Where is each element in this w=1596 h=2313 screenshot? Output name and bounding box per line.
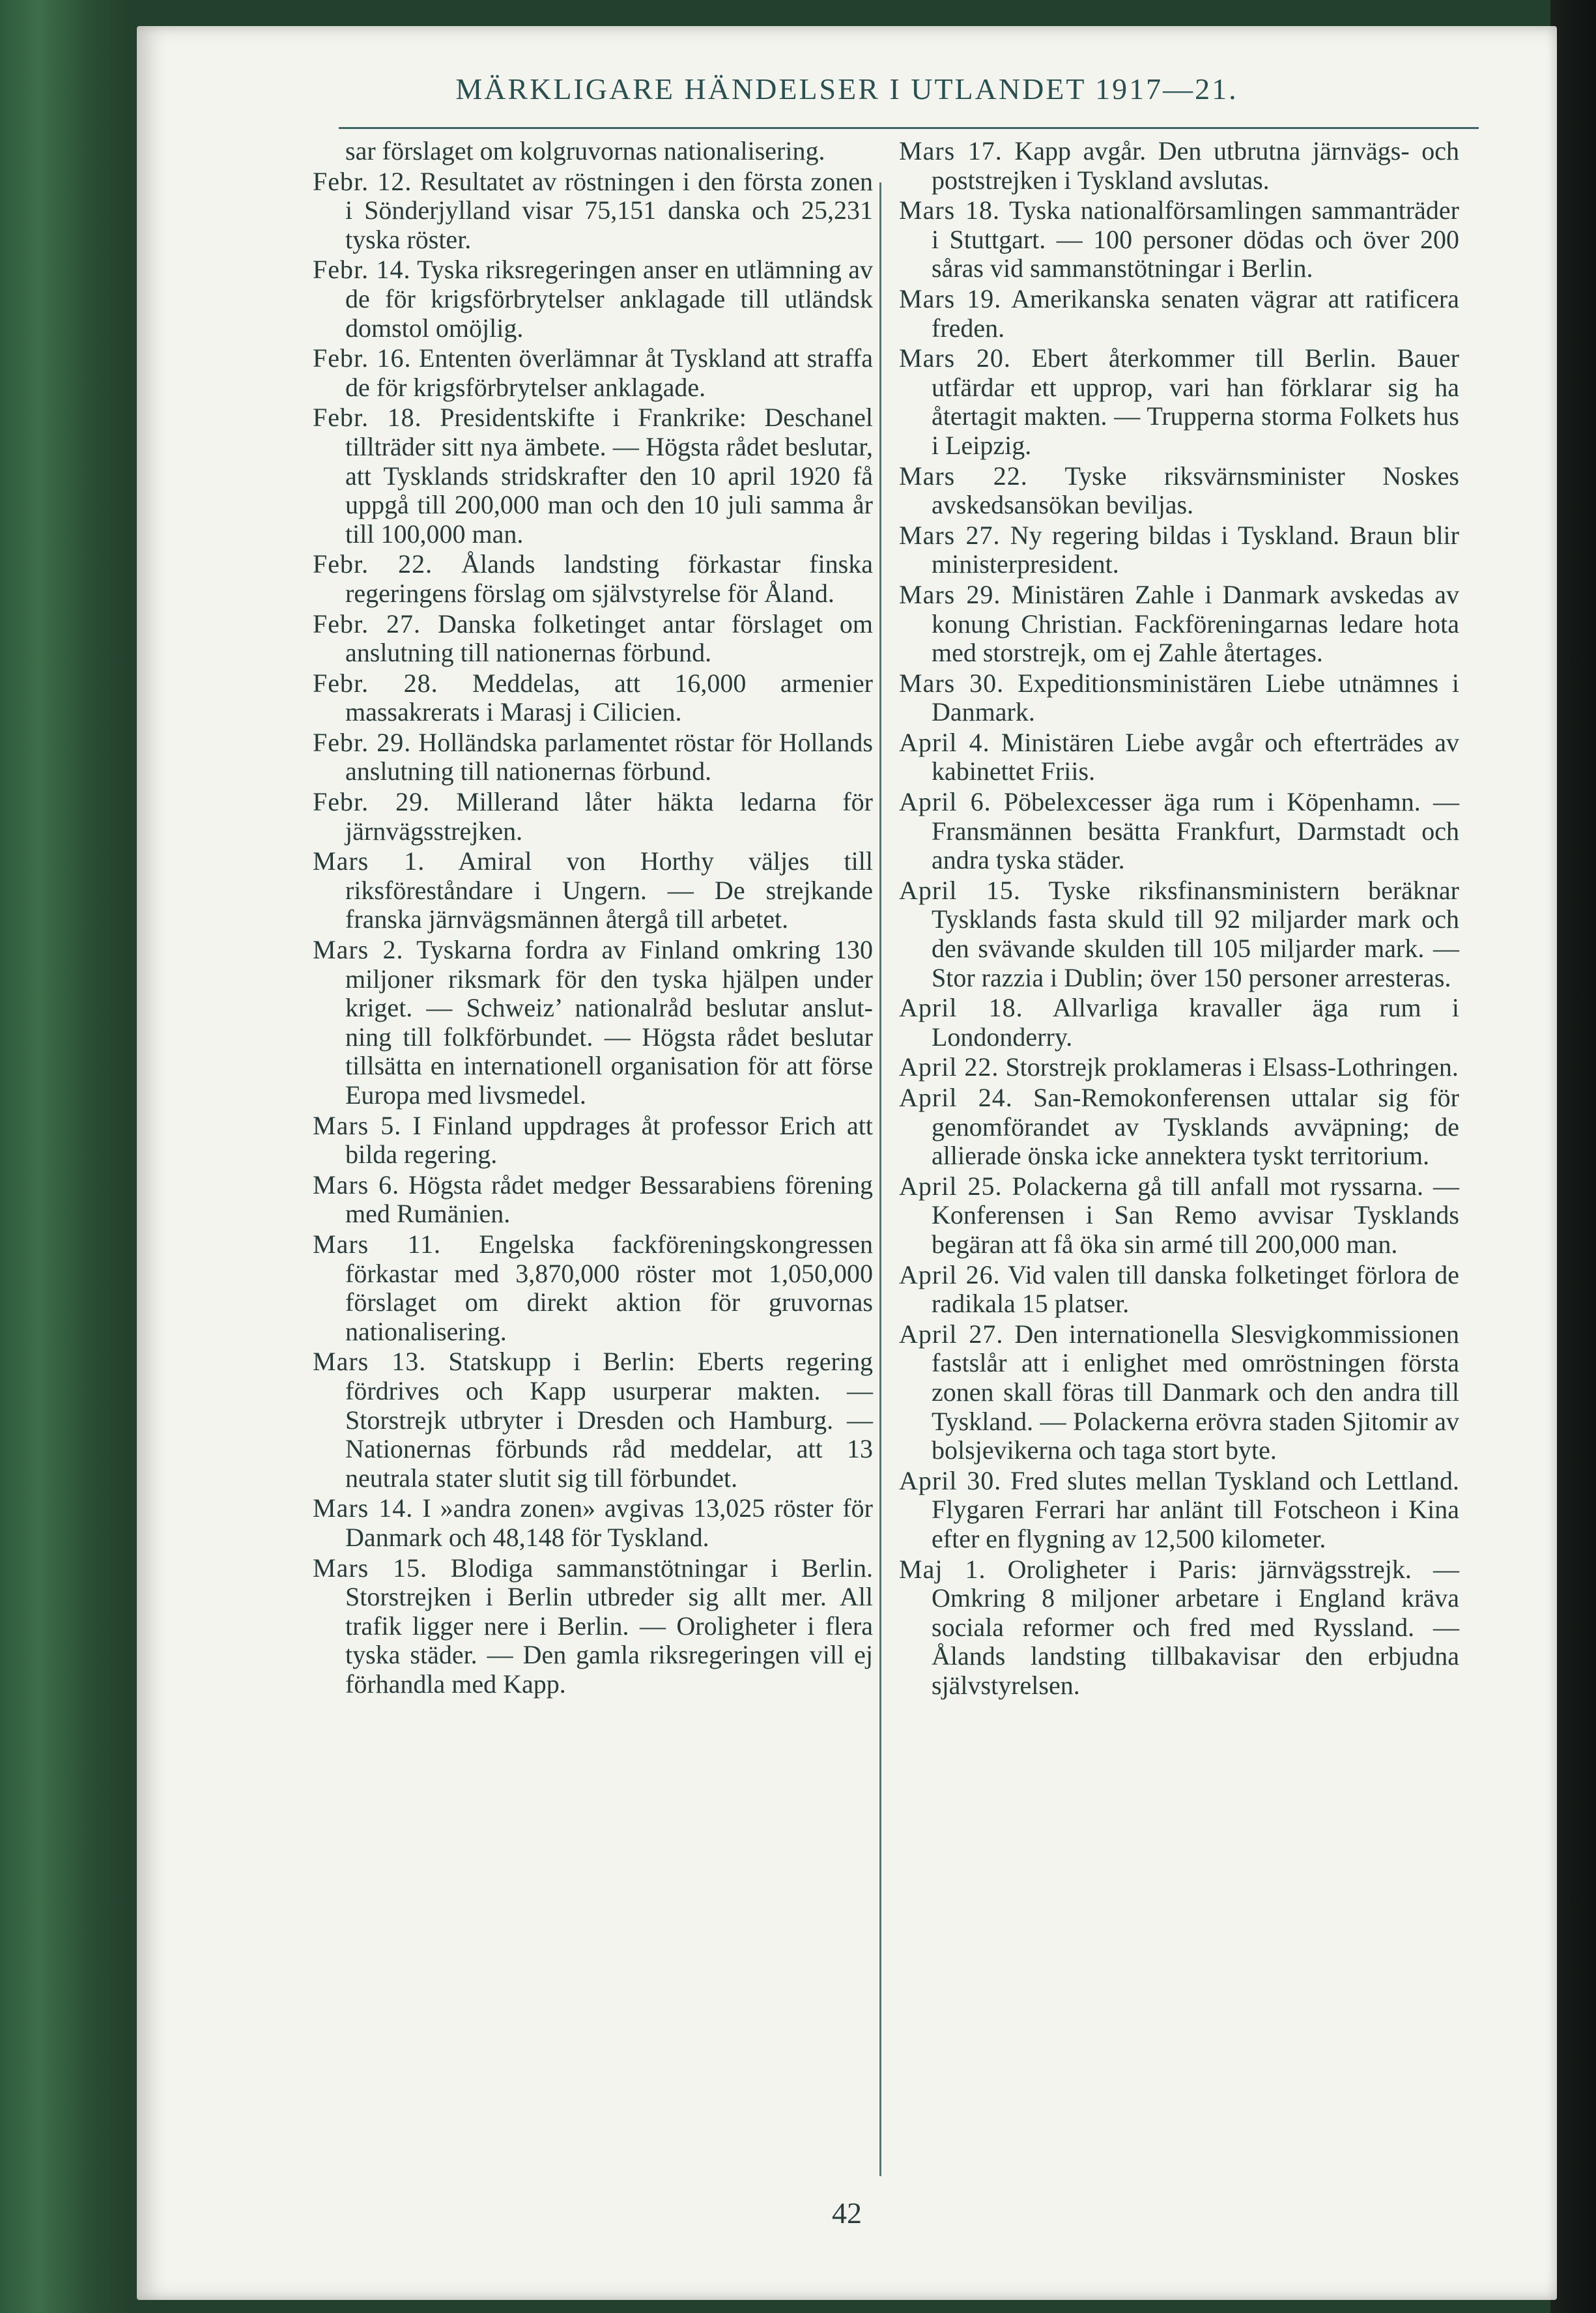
- entry-date: Mars 27.: [899, 520, 1001, 550]
- chronicle-entry: [899, 1261, 1459, 1319]
- entry-date: Febr. 29.: [313, 787, 431, 817]
- entry-text: Meddelas, att 16,000 armenier massakrerats i Marasj i Cilicien.: [345, 668, 873, 727]
- chronicle-entry: [899, 728, 1459, 786]
- entry-text: Storstrejk proklameras i Elsass-Lothringen.: [1005, 1052, 1459, 1082]
- entry-text: Allvarliga kravaller äga rum i Londonderry.: [932, 993, 1459, 1052]
- chronicle-entry: [313, 936, 873, 1110]
- chronicle-entry: [313, 1112, 873, 1170]
- chronicle-entry: [899, 344, 1459, 460]
- chronicle-entry: [313, 344, 873, 402]
- entry-text: Statskupp i Berlin: Eberts regering fördrives och Kapp usurperar makten. — Storstrejk utbryter i Dresden och Hamburg. — Nationernas förbunds råd meddelar, att 13 neutrala stater slutit sig till förbundet.: [345, 1347, 873, 1493]
- chronicle-entry: [313, 137, 873, 166]
- entry-date: Mars 15.: [313, 1553, 427, 1583]
- column-rule: [879, 182, 881, 2176]
- entry-date: Mars 11.: [313, 1229, 441, 1259]
- entry-text: Ebert återkommer till Berlin. Bauer utfärdar ett upprop, vari han förklarar sig ha återtagit makten. — Trupperna storma Folkets hus i Leipzig.: [932, 343, 1459, 460]
- chronicle-entry: [313, 610, 873, 668]
- entry-text: Engelska fackföreningskongressen förkastar med 3,870,000 röster mot 1,050,000 förslaget om direkt aktion för gruvornas nationalisering.: [345, 1229, 873, 1346]
- entry-text: Fred slutes mellan Tyskland och Lettland. Flygaren Ferrari har anlänt till Fotscheon i Kina efter en flygning av 12,500 kilometer.: [932, 1465, 1460, 1553]
- entry-text: Blodiga sammanstötningar i Berlin. Storstrejken i Berlin utbreder sig allt mer. All trafik ligger nere i Berlin. — Oroligheter i flera tyska städer. — Den gamla riksregeringen vill ej förhandla med Kapp.: [345, 1553, 873, 1699]
- entry-date: Mars 29.: [899, 579, 1001, 609]
- entry-text: Vid valen till danska folketinget förlora de radikala 15 platser.: [932, 1259, 1460, 1319]
- entry-date: Mars 5.: [313, 1110, 402, 1140]
- chronicle-entry: [313, 1230, 873, 1346]
- chronicle-entry: [899, 285, 1459, 343]
- entry-date: April 24.: [899, 1083, 1013, 1112]
- chronicle-entry: [313, 1554, 873, 1699]
- chronicle-entry: [313, 167, 873, 255]
- entry-date: Febr. 16.: [313, 343, 412, 373]
- chronicle-entry: [899, 196, 1459, 283]
- entry-text: Högsta rådet medger Bessarabiens förening med Rumänien.: [345, 1170, 873, 1229]
- entry-date: Febr. 22.: [313, 549, 433, 579]
- entry-date: Febr. 29.: [313, 727, 412, 757]
- entry-text: Tyske riksvärnsminister Noskes avskedsansökan beviljas.: [932, 461, 1459, 520]
- entry-date: Mars 1.: [313, 846, 425, 876]
- page-number: 42: [832, 2196, 862, 2230]
- chronicle-entry: [899, 1555, 1459, 1701]
- entry-text: I »andra zonen» avgivas 13,025 röster för Danmark och 48,148 för Tyskland.: [345, 1493, 873, 1552]
- chronicle-entry: [899, 876, 1459, 992]
- entry-date: April 22.: [899, 1052, 999, 1082]
- entry-date: Mars 14.: [313, 1493, 414, 1523]
- entry-text: Tyske riksfinansministern beräknar Tysklands fasta skuld till 92 miljarder mark och den svävande skulden till 105 miljarder mark. — Stor razzia i Dublin; över 150 personer arresteras.: [932, 875, 1459, 992]
- entry-text: Oroligheter i Paris: järnvägsstrejk. — Omkring 8 miljoner arbetare i England kräva sociala reformer och fred med Ryssland. — Ålands landsting tillbakavisar den erbjudna självstyrelsen.: [932, 1554, 1460, 1700]
- running-head: MÄRKLIGARE HÄNDELSER I UTLANDET 1917—21.: [455, 72, 1238, 106]
- entry-text: Expeditionsministären Liebe utnämnes i Danmark.: [932, 668, 1459, 727]
- chronicle-entry: [313, 255, 873, 343]
- entry-date: Mars 6.: [313, 1170, 400, 1200]
- left-column: [313, 137, 873, 1700]
- entry-date: April 30.: [899, 1465, 1002, 1495]
- entry-date: April 18.: [899, 993, 1023, 1023]
- chronicle-entry: [899, 137, 1459, 195]
- entry-date: Mars 30.: [899, 668, 1005, 698]
- entry-text: Presidentskifte i Frankrike: Deschanel tillträder sitt nya ämbete. — Högsta rådet beslutar, att Tysklands stridskrafter den 10 april 1920 få uppgå till 200,000 man och den 10 juli samma år till 100,000 man.: [345, 403, 873, 549]
- entry-date: Mars 2.: [313, 935, 404, 965]
- cover-edge: [1550, 0, 1596, 2313]
- entry-text: Ministären Zahle i Danmark avskedas av konung Christian. Fackföreningarnas ledare hota med storstrejk, om ej Zahle återtages.: [932, 579, 1460, 668]
- chronicle-entry: [899, 1084, 1459, 1171]
- entry-text: Ny regering bildas i Tyskland. Braun blir ministerpresident.: [932, 520, 1459, 579]
- chronicle-entry: [899, 1053, 1459, 1082]
- chronicle-entry: [899, 521, 1459, 579]
- entry-text: Tyskarna fordra av Finland omkring 130 miljoner riksmark för den tyska hjälpen under kriget. — Schweiz’ nationalråd beslutar anslutning till folkförbundet. — Högsta rådet beslutar tillsätta en internationell organisation för att förse Europa med livsmedel.: [345, 935, 874, 1110]
- entry-date: Febr. 28.: [313, 668, 438, 698]
- chronicle-entry: [313, 550, 873, 608]
- chronicle-entry: [899, 1172, 1459, 1259]
- chronicle-entry: [313, 728, 873, 786]
- entry-date: Mars 13.: [313, 1347, 427, 1377]
- entry-date: April 26.: [899, 1259, 1001, 1289]
- entry-date: April 25.: [899, 1171, 1003, 1201]
- book-page: [137, 26, 1557, 2300]
- chronicle-entry: [899, 994, 1459, 1052]
- entry-date: Maj 1.: [899, 1554, 986, 1584]
- entry-text: Millerand låter häkta ledarna för järnvägsstrejken.: [345, 787, 874, 846]
- chronicle-entry: [313, 847, 873, 934]
- entry-date: Febr. 14.: [313, 255, 411, 285]
- chronicle-entry: [313, 1347, 873, 1493]
- chronicle-entry: [313, 788, 873, 846]
- entry-text: Tyska riksregeringen anser en utlämning av de för krigsförbrytelser anklagade till utländsk domstol omöjlig.: [345, 255, 873, 343]
- entry-text: Ålands landsting förkastar finska regeringens förslag om självstyrelse för Åland.: [345, 549, 873, 608]
- entry-date: Mars 22.: [899, 461, 1028, 491]
- entry-text: I Finland uppdrages åt professor Erich att bilda regering.: [345, 1110, 874, 1170]
- entry-date: Febr. 27.: [313, 609, 421, 639]
- entry-text: Ententen överlämnar åt Tyskland att straffa de för krigsförbrytelser anklagade.: [345, 343, 873, 402]
- entry-text: Resultatet av röstningen i den första zonen i Sönderjylland visar 75,151 danska och 25,231 tyska röster.: [345, 166, 873, 254]
- chronicle-entry: [899, 462, 1459, 520]
- entry-text: Amerikanska senaten vägrar att ratificera freden.: [932, 283, 1459, 343]
- chronicle-entry: [313, 1494, 873, 1552]
- chronicle-entry: [899, 581, 1459, 668]
- entry-text: Den internationella Slesvigkommissionen fastslår att i enlighet med omröstningen första zonen skall föras till Danmark och den andra till Tyskland. — Polackerna erövra staden Sjitomir av bolsjevikerna och taga stort byte.: [932, 1319, 1459, 1465]
- chronicle-entry: [899, 1320, 1459, 1465]
- entry-text: Pöbelexcesser äga rum i Köpenhamn. — Fransmännen besätta Frankfurt, Darmstadt och andra tyska städer.: [932, 787, 1459, 875]
- entry-text: Polackerna gå till anfall mot ryssarna. — Konferensen i San Remo avvisar Tysklands begäran att få öka sin armé till 200,000 man.: [932, 1171, 1460, 1259]
- entry-text: Danska folketinget antar förslaget om anslutning till nationernas förbund.: [345, 609, 873, 668]
- entry-text: Ministären Liebe avgår och efterträdes av kabinettet Friis.: [932, 727, 1459, 786]
- entry-text: Holländska parlamentet röstar för Hollands anslutning till nationernas förbund.: [345, 727, 873, 786]
- entry-date: April 15.: [899, 875, 1021, 905]
- entry-text: San-Remokonferensen uttalar sig för genomförandet av Tysklands avväpning; de allierade önska icke annektera tyskt territorium.: [932, 1083, 1460, 1171]
- entry-date: April 6.: [899, 787, 991, 817]
- chronicle-entry: [313, 1171, 873, 1229]
- chronicle-entry: [313, 669, 873, 727]
- entry-date: April 27.: [899, 1319, 1004, 1349]
- entry-date: Mars 18.: [899, 195, 1000, 225]
- entry-date: Mars 19.: [899, 283, 1002, 313]
- entry-date: Mars 20.: [899, 343, 1011, 373]
- chronicle-entry: [899, 1467, 1459, 1554]
- right-column: [899, 137, 1459, 1701]
- entry-text: Kapp avgår. Den utbrutna järnvägs- och poststrejken i Tyskland avslutas.: [932, 136, 1459, 195]
- chronicle-entry: [313, 403, 873, 549]
- entry-date: Febr. 18.: [313, 403, 422, 433]
- head-rule: [339, 127, 1479, 129]
- chronicle-entry: [899, 669, 1459, 727]
- entry-date: April 4.: [899, 727, 990, 757]
- chronicle-entry: [899, 788, 1459, 875]
- entry-text: Amiral von Horthy väljes till riksföreståndare i Ungern. — De strejkande franska järnvägsmännen återgå till arbetet.: [345, 846, 873, 934]
- entry-date: Mars 17.: [899, 136, 1003, 165]
- entry-text: Tyska nationalförsamlingen sammanträder i Stuttgart. — 100 personer dödas och över 200 såras vid sammanstötningar i Berlin.: [932, 195, 1459, 283]
- entry-text: sar förslaget om kolgruvornas nationalisering.: [345, 136, 825, 165]
- entry-date: Febr. 12.: [313, 166, 412, 196]
